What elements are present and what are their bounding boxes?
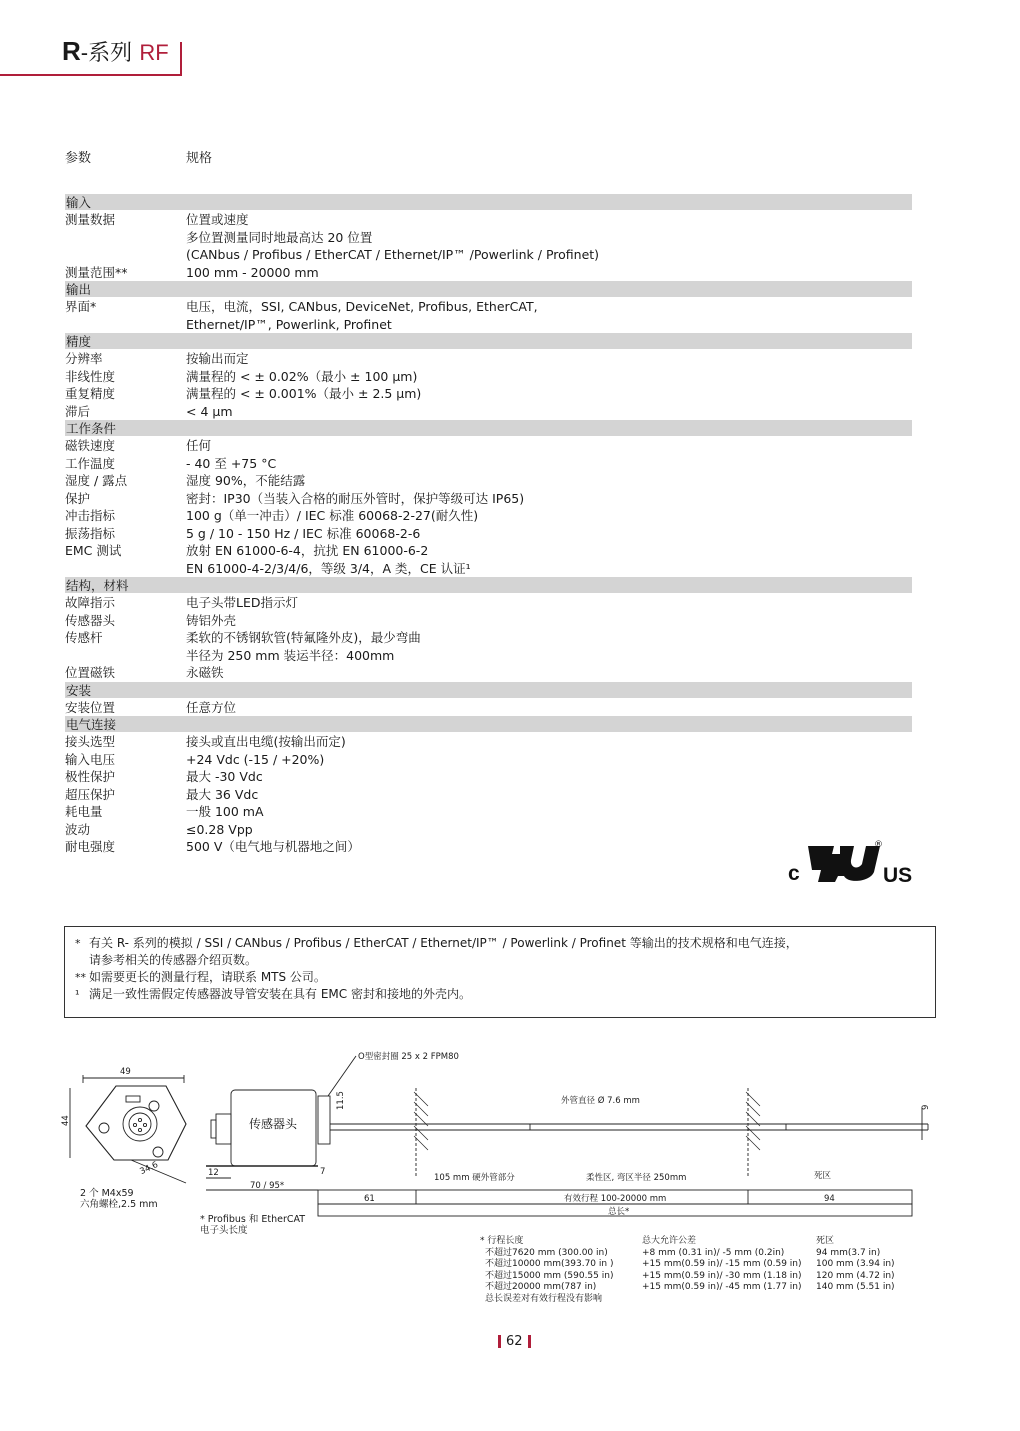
hard-section-label: 105 mm 硬外管部分 [434, 1173, 515, 1183]
tolerance-cell: 94 mm(3.7 in) [816, 1247, 881, 1258]
spec-section [65, 716, 912, 856]
param-label: 分辨率 [65, 351, 103, 366]
param-label: 界面* [65, 299, 97, 314]
page-header-title [62, 36, 169, 67]
footnotes-box [64, 926, 936, 1018]
spec-table-header [65, 150, 912, 178]
dim-49-label: 49 [120, 1067, 131, 1077]
series-rf: RF [139, 40, 169, 65]
end-view [61, 1067, 186, 1183]
spec-row [65, 629, 912, 664]
spec-value: 按输出而定 [186, 351, 249, 366]
page-bar-left [498, 1335, 501, 1348]
spec-value: 接头或直出电缆(按输出而定) [186, 734, 346, 749]
param-label: 位置磁铁 [65, 665, 116, 680]
cul-us-logo [788, 838, 912, 884]
dim-11-5-label: 11.5 [336, 1091, 346, 1110]
section-title: 输出 [65, 281, 912, 297]
tolerance-col-total [642, 1236, 816, 1305]
param-label: 工作温度 [65, 455, 116, 471]
spec-row [65, 403, 912, 421]
dim-12-label: 12 [208, 1168, 219, 1178]
spec-value: 100 g（单一冲击）/ IEC 标准 60068-2-27(耐久性) [186, 508, 479, 523]
param-label: 接头选型 [65, 734, 116, 749]
param-label: 极性保护 [65, 769, 116, 784]
page-bar-right [528, 1335, 531, 1348]
param-label: 重复精度 [65, 386, 116, 401]
dead-zone-label: 死区 [814, 1171, 832, 1181]
spec-row [65, 211, 912, 264]
spec-row [65, 664, 912, 682]
spec-row [65, 525, 912, 543]
total-length-label: 总长* [608, 1207, 630, 1217]
spec-row [65, 786, 912, 804]
sensor-head-side [206, 1051, 459, 1191]
param-label: EMC 测试 [65, 543, 122, 558]
section-title: 输入 [65, 194, 912, 210]
tolerance-cell: 总长误差对有效行程没有影响 [485, 1293, 603, 1304]
spec-row [65, 699, 912, 717]
footnote-1: * 有关 R- 系列的模拟 / SSI / CANbus / Profibus / EtherCAT / Ethernet/IP™ / Powerlink / Profinet 等输出的技术规格和电气连接， 请参考相关的传感器介绍页数。 [75, 936, 798, 967]
param-label: 耗电量 [65, 804, 103, 819]
tolerance-cell: 不超过7620 mm (300.00 in) [485, 1247, 608, 1258]
header-rule-vertical [180, 42, 182, 76]
dim-61-label: 61 [364, 1194, 375, 1204]
param-label: 磁铁速度 [65, 438, 116, 453]
spec-row [65, 838, 912, 856]
spec-value: 任意方位 [186, 699, 237, 715]
tolerance-cell: * 行程长度 [480, 1236, 524, 1246]
tube-diameter-label: 外管直径 Ø 7.6 mm [561, 1096, 640, 1106]
dimension-drawing [56, 1048, 956, 1228]
param-label: 耐电强度 [65, 839, 116, 854]
spec-value: +24 Vdc (-15 / +20%) [186, 751, 325, 767]
spec-row [65, 437, 912, 455]
dim-34-6-label: 34.6 [138, 1160, 160, 1178]
header-rule [0, 74, 182, 76]
section-title: 结构，材料 [65, 577, 912, 593]
column-param: 参数 [65, 151, 92, 166]
footnote-2: ** 如需要更长的测量行程，请联系 MTS 公司。 [75, 970, 326, 984]
tolerance-cell: 120 mm (4.72 in) [816, 1270, 895, 1281]
param-label: 安装位置 [65, 699, 116, 715]
spec-row [65, 594, 912, 612]
ul-mark-icon [808, 846, 880, 882]
tolerance-cell: 不超过10000 mm(393.70 in ) [485, 1259, 614, 1269]
spec-value: 密封：IP30（当装入合格的耐压外管时，保护等级可达 IP65) [186, 490, 525, 506]
series-word: -系列 [80, 40, 133, 65]
param-label: 传感器头 [65, 612, 116, 628]
tolerance-cell: 总大允许公差 [642, 1236, 697, 1246]
spec-row [65, 803, 912, 821]
dim-9-label: 9 [921, 1104, 931, 1110]
spec-row [65, 751, 912, 769]
spec-value: ≤0.28 Vpp [186, 821, 253, 837]
spec-value: 最大 -30 Vdc [186, 769, 263, 784]
spec-row [65, 385, 912, 403]
tolerance-cell: 不超过20000 mm(787 in) [485, 1282, 597, 1292]
dim-70-95-label: 70 / 95* [250, 1181, 285, 1191]
param-label: 滞后 [65, 403, 91, 419]
tolerance-cell: 死区 [816, 1236, 835, 1246]
spec-row [65, 507, 912, 525]
tolerance-cell: 不超过15000 mm (590.55 in) [485, 1270, 614, 1281]
spec-value: 满量程的 < ± 0.001%（最小 ± 2.5 μm) [186, 386, 422, 401]
spec-value: 满量程的 < ± 0.02%（最小 ± 100 μm) [186, 368, 418, 384]
dim-94-label: 94 [824, 1194, 835, 1204]
spec-value: 电压，电流，SSI, CANbus, DeviceNet, Profibus, EtherCAT, Ethernet/IP™, Powerlink, Profinet [186, 299, 538, 332]
spec-value: 电子头带LED指示灯 [186, 595, 298, 610]
section-title: 电气连接 [65, 716, 912, 732]
param-label: 输入电压 [65, 751, 116, 767]
param-label: 冲击指标 [65, 508, 116, 523]
stroke-label: 有效行程 100-20000 mm [564, 1194, 667, 1204]
tolerance-cell: 140 mm (5.51 in) [816, 1282, 895, 1292]
series-letter: R [62, 36, 81, 66]
spec-value: 任何 [186, 438, 212, 453]
tolerance-cell: +15 mm(0.59 in)/ -30 mm (1.18 in) [642, 1270, 802, 1281]
param-label: 波动 [65, 821, 91, 837]
spec-value: 500 V（电气地与机器地之间） [186, 839, 360, 854]
dim-44-label: 44 [61, 1115, 71, 1126]
page-number [493, 1334, 536, 1349]
tolerance-cell: 100 mm (3.94 in) [816, 1259, 895, 1269]
param-label: 测量数据 [65, 212, 116, 227]
spec-section [65, 682, 912, 717]
tolerance-table [480, 1236, 916, 1305]
rod [330, 1088, 931, 1183]
spec-value: 最大 36 Vdc [186, 786, 259, 802]
sensor-head-label: 传感器头 [249, 1117, 298, 1131]
flex-section-label: 柔性区, 弯区半径 250mm [586, 1173, 687, 1183]
bolt-note: 2 个 M4x59 六角螺栓,2.5 mm [80, 1188, 158, 1210]
spec-row [65, 733, 912, 751]
cul-c-letter: c [788, 862, 800, 884]
param-label: 非线性度 [65, 368, 116, 384]
param-label: 振荡指标 [65, 525, 116, 541]
spec-row [65, 612, 912, 630]
dimension-bars [318, 1190, 912, 1217]
param-label: 测量范围** [65, 264, 128, 280]
spec-value: 位置或速度 多位置测量同时地最高达 20 位置 (CANbus / Profibus / EtherCAT / Ethernet/IP™ /Powerlink / Profinet) [186, 212, 600, 262]
param-label: 故障指示 [65, 595, 116, 610]
footnote-3: ¹ 满足一致性需假定传感器波导管安装在具有 EMC 密封和接地的外壳内。 [75, 987, 471, 1001]
tolerance-cell: +15 mm(0.59 in)/ -15 mm (0.59 in) [642, 1259, 802, 1269]
tolerance-col-dead [816, 1236, 916, 1305]
head-length-note: * Profibus 和 EtherCAT 电子头长度 [200, 1214, 306, 1236]
spec-row [65, 350, 912, 368]
param-label: 传感杆 [65, 630, 103, 645]
spec-value: - 40 至 +75 °C [186, 455, 277, 471]
section-title: 安装 [65, 682, 912, 698]
spec-row [65, 368, 912, 386]
spec-row [65, 490, 912, 508]
spec-value: 5 g / 10 - 150 Hz / IEC 标准 60068-2-6 [186, 525, 421, 541]
spec-value: 一般 100 mA [186, 804, 264, 819]
spec-section [65, 420, 912, 577]
spec-row [65, 768, 912, 786]
param-label: 超压保护 [65, 786, 116, 802]
param-label: 湿度 / 露点 [65, 473, 128, 488]
spec-table [65, 150, 912, 856]
column-spec: 规格 [186, 151, 213, 166]
spec-value: 永磁铁 [186, 665, 224, 680]
spec-value: 湿度 90%，不能结露 [186, 473, 306, 488]
spec-row [65, 455, 912, 473]
oring-label: O型密封圈 25 x 2 FPM80 [358, 1052, 459, 1062]
page-number-text: 62 [506, 1334, 523, 1349]
spec-row [65, 264, 912, 282]
spec-section [65, 577, 912, 682]
spec-sections [65, 194, 912, 856]
param-label: 保护 [65, 490, 91, 506]
section-title: 精度 [65, 333, 912, 349]
dim-7-label: 7 [320, 1167, 326, 1177]
tolerance-cell: +15 mm(0.59 in)/ -45 mm (1.77 in) [642, 1282, 802, 1292]
spec-value: 放射 EN 61000-6-4，抗扰 EN 61000-6-2 EN 61000-4-2/3/4/6，等级 3/4，A 类，CE 认证¹ [186, 543, 471, 576]
spec-value: < 4 μm [186, 403, 233, 419]
spec-row [65, 542, 912, 577]
tolerance-col-stroke [480, 1236, 642, 1305]
tolerance-cell: +8 mm (0.31 in)/ -5 mm (0.2in) [642, 1247, 785, 1258]
spec-row [65, 472, 912, 490]
spec-section [65, 281, 912, 333]
section-title: 工作条件 [65, 420, 912, 436]
spec-section [65, 194, 912, 281]
spec-value: 柔软的不锈钢软管(特氟隆外皮)，最少弯曲 半径为 250 mm 装运半径：400mm [186, 630, 421, 663]
spec-value: 100 mm - 20000 mm [186, 264, 319, 280]
cul-us-letters: US [883, 864, 912, 884]
spec-value: 铸铝外壳 [186, 612, 237, 628]
registered-mark: ® [874, 840, 883, 850]
spec-row [65, 298, 912, 333]
spec-row [65, 821, 912, 839]
spec-section [65, 333, 912, 420]
